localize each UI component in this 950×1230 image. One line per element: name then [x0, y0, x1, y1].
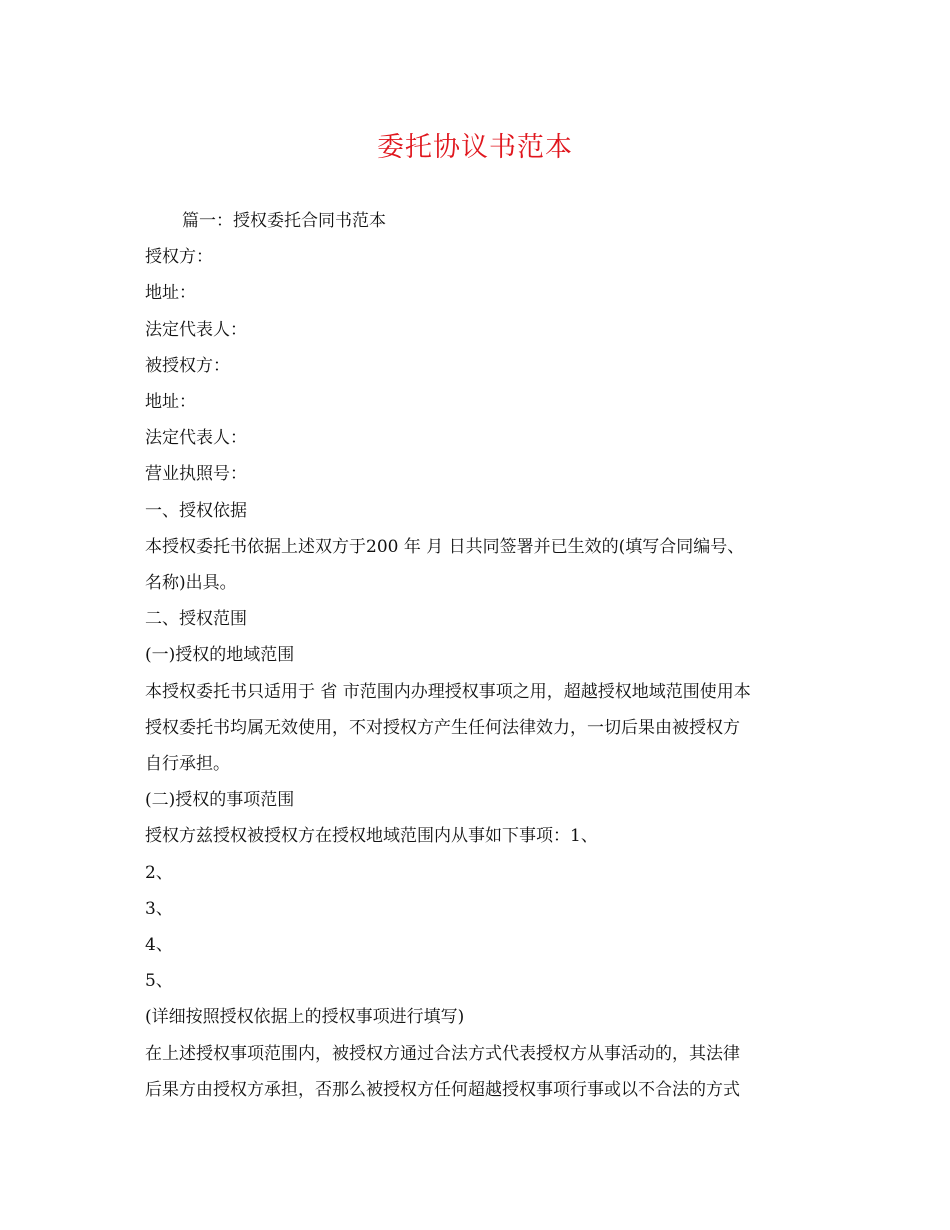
- paragraph-line: 授权方兹授权被授权方在授权地域范围内从事如下事项：1、: [145, 826, 598, 847]
- paragraph-line: 在上述授权事项范围内，被授权方通过合法方式代表授权方从事活动的，其法律: [145, 1043, 740, 1064]
- section-heading-scope: 二、授权范围: [145, 609, 247, 630]
- grantee-label: 被授权方：: [145, 355, 230, 376]
- list-item: 3、: [145, 898, 173, 919]
- subheading-geographic-scope: (一)授权的地域范围: [145, 645, 295, 666]
- grantor-address-label: 地址：: [145, 283, 196, 304]
- grantee-address-label: 地址：: [145, 392, 196, 413]
- document-title: 委托协议书范本: [377, 132, 573, 163]
- section-heading-basis: 一、授权依据: [145, 500, 247, 521]
- paragraph-line: 本授权委托书只适用于 省 市范围内办理授权事项之用，超越授权地域范围使用本: [145, 681, 751, 702]
- paragraph-line: 自行承担。: [145, 754, 230, 775]
- note-line: (详细按照授权依据上的授权事项进行填写): [145, 1007, 465, 1028]
- paragraph-line: 授权委托书均属无效使用，不对授权方产生任何法律效力，一切后果由被授权方: [145, 717, 740, 738]
- business-license-label: 营业执照号：: [145, 464, 247, 485]
- grantee-legal-rep-label: 法定代表人：: [145, 428, 247, 449]
- paragraph-line: 名称)出具。: [145, 573, 237, 594]
- paragraph-line: 本授权委托书依据上述双方于200 年 月 日共同签署并已生效的(填写合同编号、: [145, 536, 745, 557]
- list-item: 4、: [145, 935, 173, 956]
- document-body: [145, 203, 820, 1108]
- list-item: 2、: [145, 862, 173, 883]
- paragraph-line: 后果方由授权方承担，否那么被授权方任何超越授权事项行事或以不合法的方式: [145, 1079, 740, 1100]
- list-item: 5、: [145, 971, 173, 992]
- grantor-legal-rep-label: 法定代表人：: [145, 319, 247, 340]
- grantor-label: 授权方：: [145, 247, 213, 268]
- subheading-matter-scope: (二)授权的事项范围: [145, 790, 295, 811]
- section-heading-part-one: 篇一：授权委托合同书范本: [182, 211, 386, 231]
